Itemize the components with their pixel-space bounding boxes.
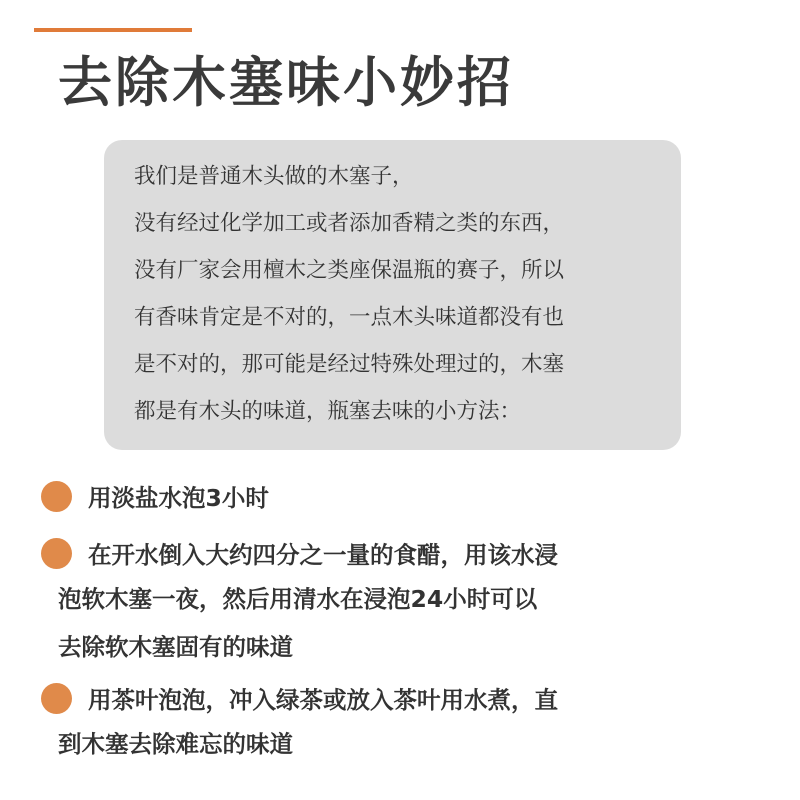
intro-line: 都是有木头的味道，瓶塞去味的小方法： [134, 399, 522, 424]
tip-text: 用淡盐水泡3小时 [88, 484, 269, 512]
tip-text: 用茶叶泡泡，冲入绿茶或放入茶叶用水煮，直 [88, 686, 558, 714]
intro-line: 没有经过化学加工或者添加香精之类的东西， [134, 211, 565, 236]
accent-bar [34, 28, 192, 32]
bullet-dot-icon [41, 538, 72, 569]
tip-text: 到木塞去除难忘的味道 [58, 730, 293, 758]
intro-box [104, 140, 681, 450]
tip-text: 泡软木塞一夜，然后用清水在浸泡24小时可以 [58, 585, 538, 613]
intro-line: 有香味肯定是不对的，一点木头味道都没有也 [134, 305, 565, 330]
tip-item [58, 678, 758, 766]
intro-line: 是不对的，那可能是经过特殊处理过的，木塞 [134, 352, 565, 377]
intro-line: 我们是普通木头做的木塞子， [134, 164, 414, 189]
tip-item [58, 476, 758, 516]
page-title: 去除木塞味小妙招 [58, 51, 514, 114]
bullet-dot-icon [41, 481, 72, 512]
tip-item [58, 533, 758, 669]
intro-line: 没有厂家会用檀木之类座保温瓶的赛子，所以 [134, 258, 565, 283]
tip-text: 在开水倒入大约四分之一量的食醋，用该水浸 [88, 541, 558, 569]
tip-text: 去除软木塞固有的味道 [58, 633, 293, 661]
bullet-dot-icon [41, 683, 72, 714]
